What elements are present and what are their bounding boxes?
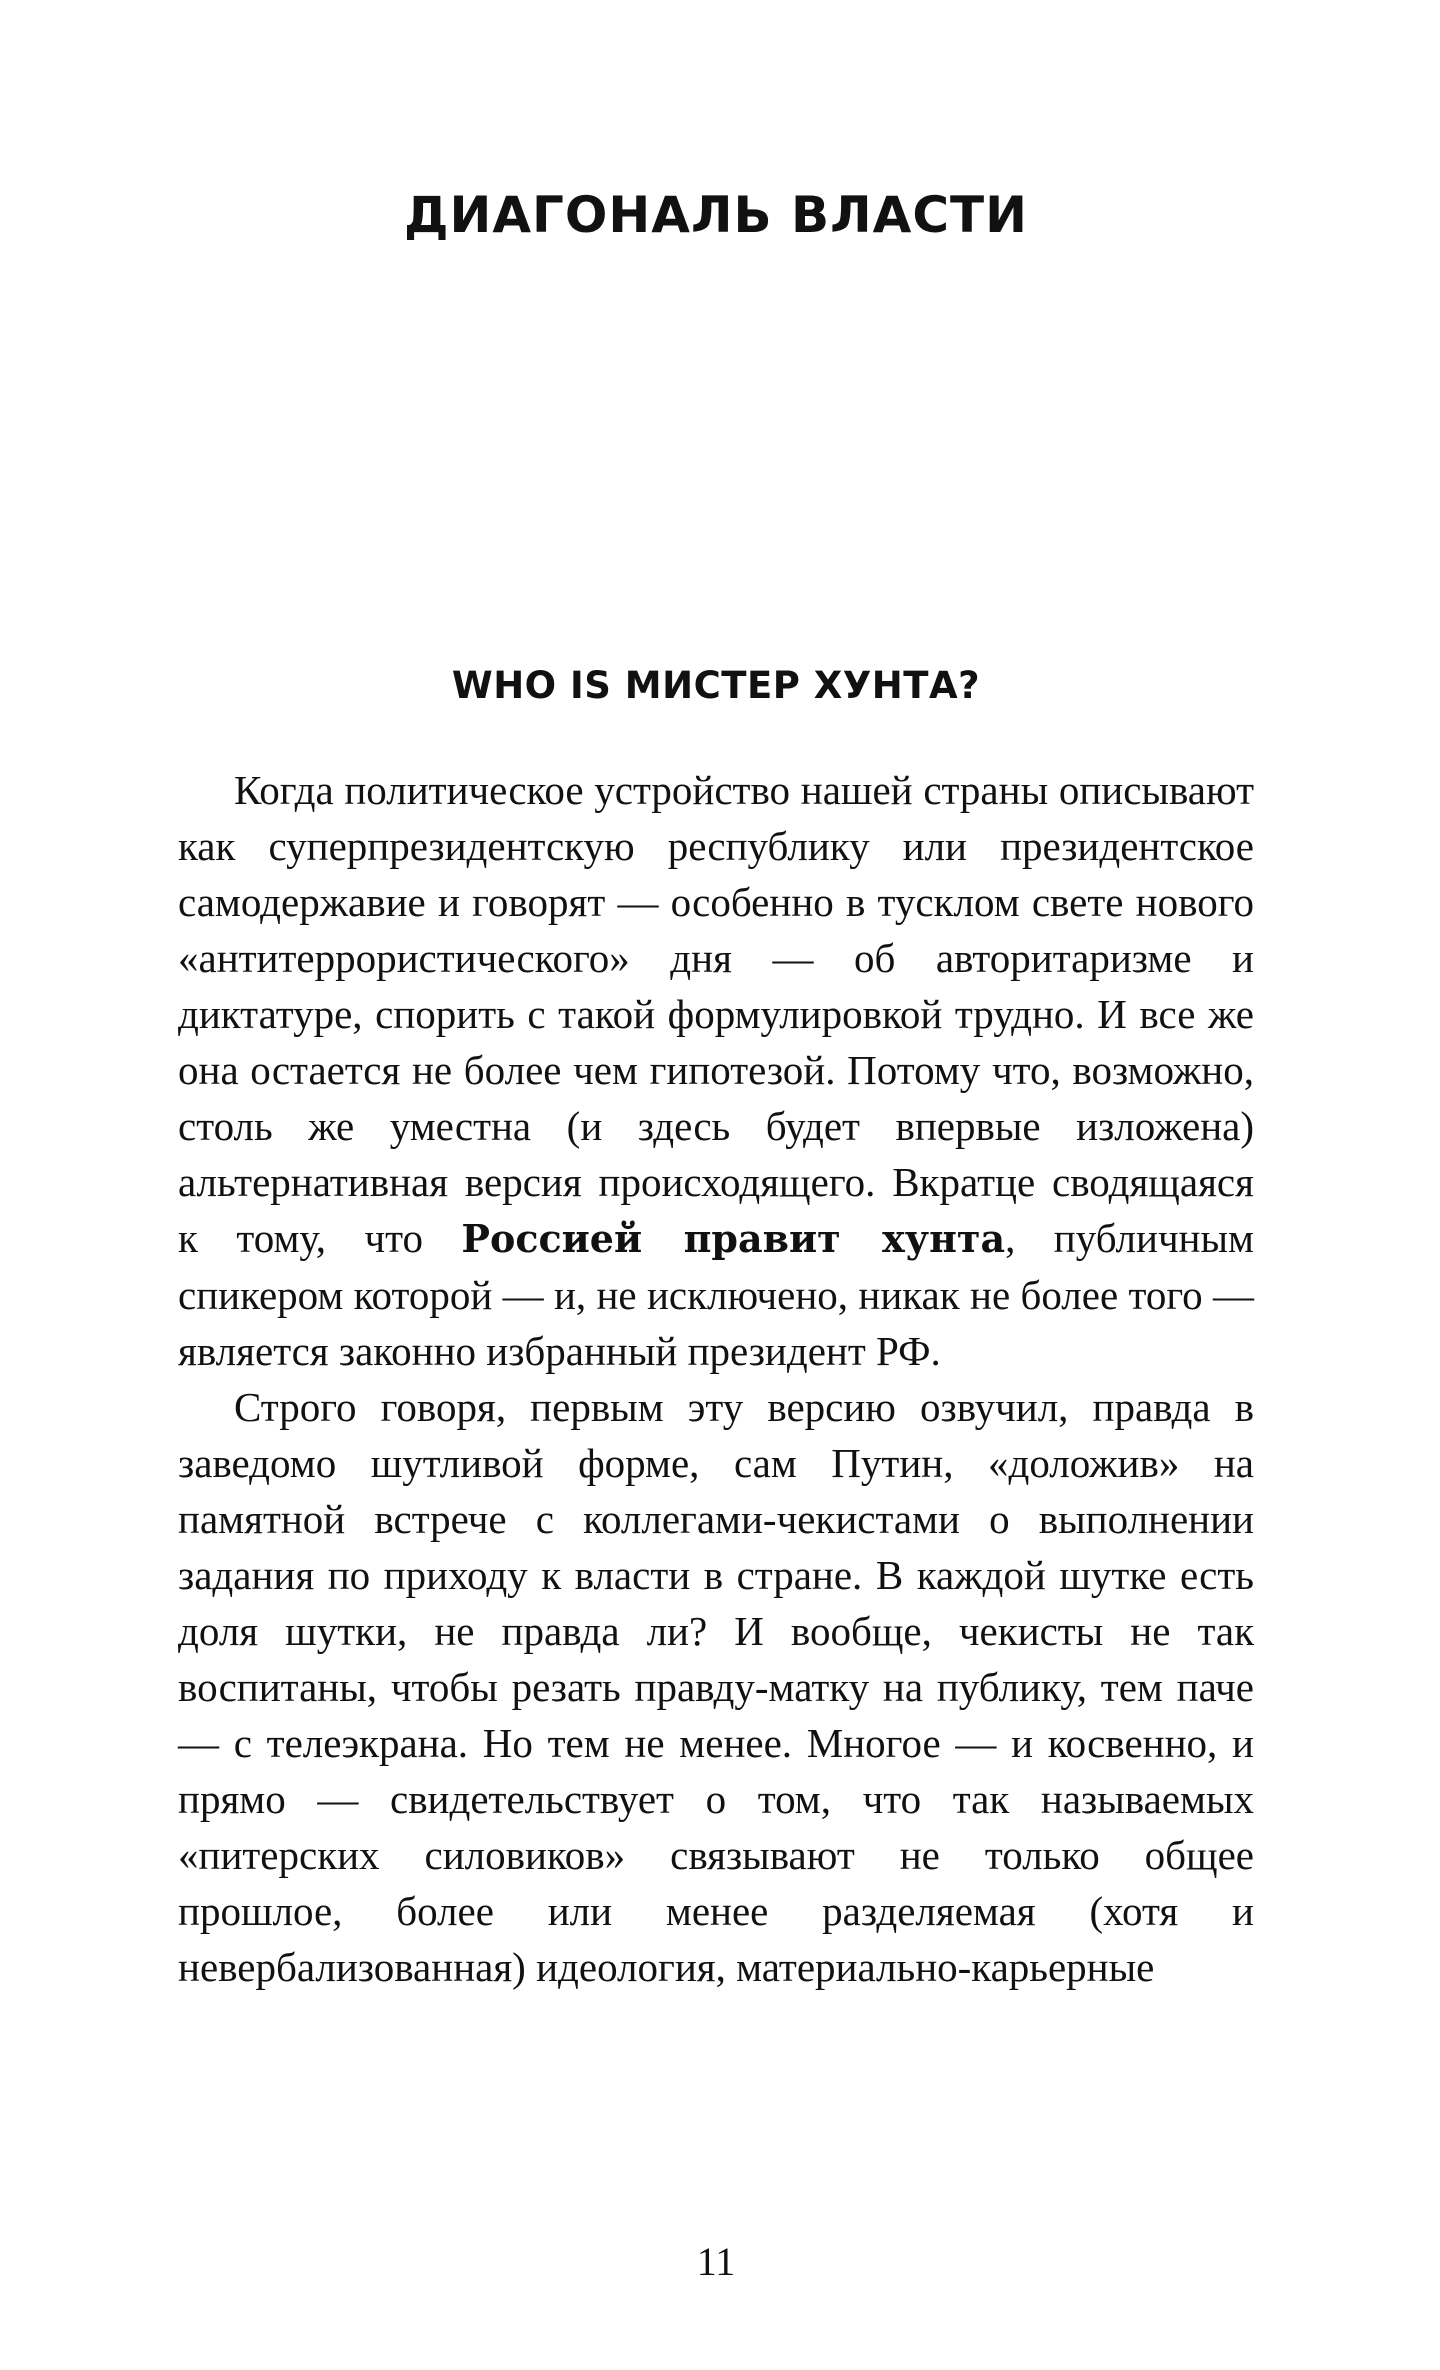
book-page <box>178 0 1254 2370</box>
paragraph-1-text-start: Когда политическое устройство нашей страны описывают как суперпрезидентскую республику или президентское самодержавие и говорят — особенно в тусклом свете нового «антитеррористического» дня — об авторитаризме и диктатуре, спорить с такой формулировкой трудно. И все же она остается не более чем гипотезой. Потому что, возможно, столь же уместна (и здесь будет впервые изложена) альтернативная версия происходящего. Вкратце сводящаяся к тому, что <box>178 767 1254 1261</box>
paragraph-2: Строго говоря, первым эту версию озвучил, правда в заведомо шутливой форме, сам Путин, «доложив» на памятной встрече с коллегами-чекистами о выполнении задания по приходу к власти в стране. В каждой шутке есть доля шутки, не правда ли? И вообще, чекисты не так воспитаны, чтобы резать правду-матку на публику, тем паче — с телеэкрана. Но тем не менее. Многое — и косвенно, и прямо — свидетельствует о том, что так называемых «питерских силовиков» связывают не только общее прошлое, более или менее разделяемая (хотя и невербализованная) идеология, материально-карьерные <box>178 1384 1254 1990</box>
paragraph-1-text-end: , публичным спикером которой — и, не исключено, никак не более того — является законно избранный президент РФ. <box>178 1215 1254 1374</box>
page-number: 11 <box>696 2239 736 2284</box>
article-title: WHO IS МИСТЕР ХУНТА? <box>451 664 981 707</box>
paragraph-1-bold-phrase: Россией правит хунта <box>461 1216 1006 1261</box>
section-title: ДИАГОНАЛЬ ВЛАСТИ <box>403 186 1028 244</box>
body-text <box>178 762 1254 1995</box>
paragraph-1 <box>178 762 1254 1379</box>
